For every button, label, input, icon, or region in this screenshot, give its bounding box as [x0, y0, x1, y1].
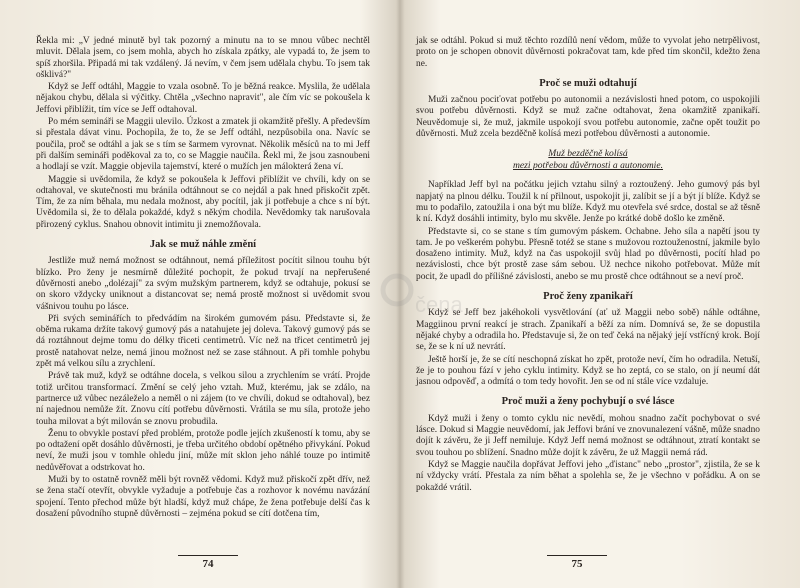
- right-page-text: [416, 36, 760, 495]
- paragraph: Muži by to ostatně rovněž měli být rovněž vědomi. Když muž přiskočí zpět dřív, než se žena stačí otevřít, obvykle vyžaduje a potřebuje čas a rozhovor k novému navázání spojení. Tento přechod může být hladší, když muž chápe, že žena potřebuje delší čas k dosažení původního stupně důvěrnosti – zejména pokud se cítí dotčena tím,: [36, 474, 370, 519]
- paragraph: Řekla mi: „V jedné minutě byl tak pozorný a minutu na to se mnou vůbec nechtěl mluvit. Dělala jsem, co jsem mohla, abych ho získala zpátky, ale vypadá to, že jsem to spíš zhoršila. Připadá mi tak vzdálený. Já nevím, v čem jsem udělala chybu. To jsem tak ošklivá?": [36, 36, 370, 80]
- emphasis-line: Muž bezděčně kolísá: [548, 148, 628, 160]
- paragraph: Ženu to obvykle postaví před problém, protože podle jejích zkušeností k tomu, aby se po odtažení opět dosáhlo důvěrnosti, je třeba určitého období opětného přivykání. Pokud neví, že muži jsou v tomhle ohledu jiní, může mít sklon jeho náhlé touze po intimitě nedůvěřovat a odstrkovat ho.: [36, 428, 370, 473]
- paragraph: Když se Jeff odtáhl, Maggie to vzala osobně. To je běžná reakce. Myslila, že udělala nějakou chybu, dělala si výčitky. Chtěla „všechno napravit", ale čím víc se pokoušela k Jeffovi přiblížit, tím více se Jeff odtahoval.: [36, 82, 370, 115]
- page-number-left: 74: [178, 555, 238, 570]
- page-number-right: 75: [547, 555, 607, 570]
- paragraph: Po mém semináři se Maggii ulevilo. Úzkost a zmatek ji okamžitě přešly. A především si přestala dávat vinu. Pochopila, že to, že se Jeff odtáhl, nezpůsobila ona. Navíc se poučila, proč se odtáhl a jak se s tím se šarmem vyrovnat. Několik měsíců na to mi Jeff při dalším semináři poděkoval za to, co se Maggie naučila. Řekl mi, že jsou zasnoubeni a hodlají se vzít. Maggie objevila tajemství, které o mužích jen málokterá žena ví.: [36, 117, 370, 173]
- paragraph: Když se Maggie naučila dopřávat Jeffovi jeho „ďistanc" nebo „prostor", zjistila, že se k ní vždycky vrátí. Přestala za ním běhat a spolehla se, že je všechno v pořádku. A on se pokaždé vrátil.: [416, 459, 760, 493]
- paragraph: Právě tak muž, když se odtáhne docela, s velkou silou a zrychlením se vrátí. Projde totiž určitou transformací. Změní se celý jeho vztah. Muž, kterému, jak se zdálo, na partnerce už vůbec nezáleželo a neměl o ni zájem (to ve chvíli, dokud se odtahoval), bez ní najednou nemůže žít. Znovu cítí potřebu důvěrnosti. Vrátila se mu síla, protože jeho touha milovat a být milován se znovu probudila.: [36, 371, 370, 427]
- emphasis-callout: [416, 148, 760, 171]
- watermark-text: čena: [415, 292, 463, 317]
- section-heading: Proč muži a ženy pochybují o své lásce: [501, 396, 675, 408]
- emphasis-line: mezi potřebou důvěrnosti a autonomie.: [512, 159, 664, 171]
- paragraph: Jestliže muž nemá možnost se odtáhnout, nemá příležitost pocítit silnou touhu být blízko. Pro ženy je nesmírně důležité pochopit, že pokud trvají na nepřerušené důvěrnosti anebo „dolézají" za svým mužským partnerem, když se odtahuje, pokusí se on skoro vždycky uniknout a distancovat se; nemá prostě možnost si uvědomit svou vášnivou touhu po lásce.: [36, 256, 370, 312]
- paragraph: Maggie si uvědomila, že když se pokoušela k Jeffovi přiblížit ve chvíli, kdy on se odtahoval, ve skutečnosti mu bránila odtáhnout se co nejdál a pak hned přiskočit zpět. Tím, že za ním běhala, mu nedala možnost, aby pocítil, jak ji potřebuje a chce s ní být. Uvědomila si, že to dělala pokaždé, když s někým chodila. Nevědomky tak narušovala přirozený cyklus. Snahou obnovit intimitu ji znemožňovala.: [36, 174, 370, 230]
- paragraph: Například Jeff byl na počátku jejich vztahu silný a roztoužený. Jeho gumový pás byl napjatý na plnou délku. Toužil k ní přilnout, uspokojit ji, zalíbit se jí a být jí blíže. Když se mu to podařilo, zatoužila i ona být mu blíže. Když mu otevřela své srdce, dostal se až těsně k ní. Když dosáhli intimity, bylo mu skvěle. Jenže po krátké době došlo ke změně.: [416, 180, 760, 225]
- paragraph: Muži začnou pociťovat potřebu po autonomii a nezávislosti hned potom, co uspokojili svou potřebu důvěrnosti. Když se muž začne odtahovat, žena okamžitě zpanikaří. Neuvědomuje si, že muž, jakmile uspokojí svou potřebu autonomie, začne opět toužit po důvěrnosti. Muž zcela bezděčně kolísá mezi potřebou důvěrnosti a autonomie.: [416, 95, 760, 140]
- left-page-text: [36, 36, 370, 521]
- section-heading: Jak se muž náhle změní: [149, 239, 257, 251]
- paragraph: Ještě horší je, že se cítí neschopná získat ho zpět, protože neví, čím ho odradila. Netuší, že je to pouhou fází v jeho cyklu intimity. Když se ho zeptá, co se stalo, on jí neumí dát jasnou odpověď, a odmítá o tom tedy hovořit. Jen se od ní stále více vzdaluje.: [416, 354, 760, 388]
- paragraph: Představte si, co se stane s tím gumovým páskem. Ochabne. Jeho síla a napětí jsou ty tam. Je po veškerém pohybu. Přesně totéž se stane s mužovou roztouženostní, jakmile bylo dosaženo intimity. Muž, když na čas uspokojil svůj hlad po důvěrnosti, pocítí hlad po nezávislosti, chce být prostě zase sám sebou. Už nechce nikoho potřebovat. Může mít pocit, že upadl do přílišné závislosti, anebo se mu prostě chce odtáhnout se a neví proč.: [416, 226, 760, 282]
- watermark-logo: [375, 268, 485, 324]
- section-heading: Proč se muži odtahují: [539, 77, 637, 89]
- paragraph: jak se odtáhl. Pokud si muž těchto rozdílů není vědom, může to vyvolat jeho netrpělivost, proto on je schopen obnovit důvěrnosti pokračovat tam, kde před tím skončil, kdežto žena ne.: [416, 36, 760, 69]
- paragraph: Když muži i ženy o tomto cyklu nic nevědí, mohou snadno začít pochybovat o své lásce. Dokud si Maggie neuvědomí, jak Jeffovi brání ve znovunalezení vášně, může snadno dojít k závěru, že ji Jeff nemiluje. Když Jeff nemá možnost se odtáhnout, ztratí kontakt se svou touhou po sblížení. Snadno může dojít k závěru, že už Maggii nemá rád.: [416, 413, 760, 458]
- section-heading: Proč ženy zpanikaří: [543, 291, 633, 303]
- paragraph: Když se Jeff bez jakéhokoli vysvětlování (ať už Maggii nebo sobě) náhle odtáhne, Maggiinou první reakcí je strach. Zpanikaří a běží za ním. Domnívá se, že se dopustila nějaké chyby a odradila ho. Představuje si, že on teď čeká na nějaký její vstřícný krok. Bojí se, že se k ní už nevrátí.: [416, 308, 760, 353]
- paragraph: Při svých seminářích to předvádím na širokém gumovém pásu. Představte si, že oběma rukama držíte takový gumový pás a natahujete jej doleva. Takový gumový pás se dá roztáhnout dejme tomu do délky třiceti centimetrů. Víc než na třicet centimetrů jej prostě natahovat nelze, nemá jinou možnost než se zase stáhnout. A při tomhle pohybu zpět má velkou sílu a zrychlení.: [36, 313, 370, 370]
